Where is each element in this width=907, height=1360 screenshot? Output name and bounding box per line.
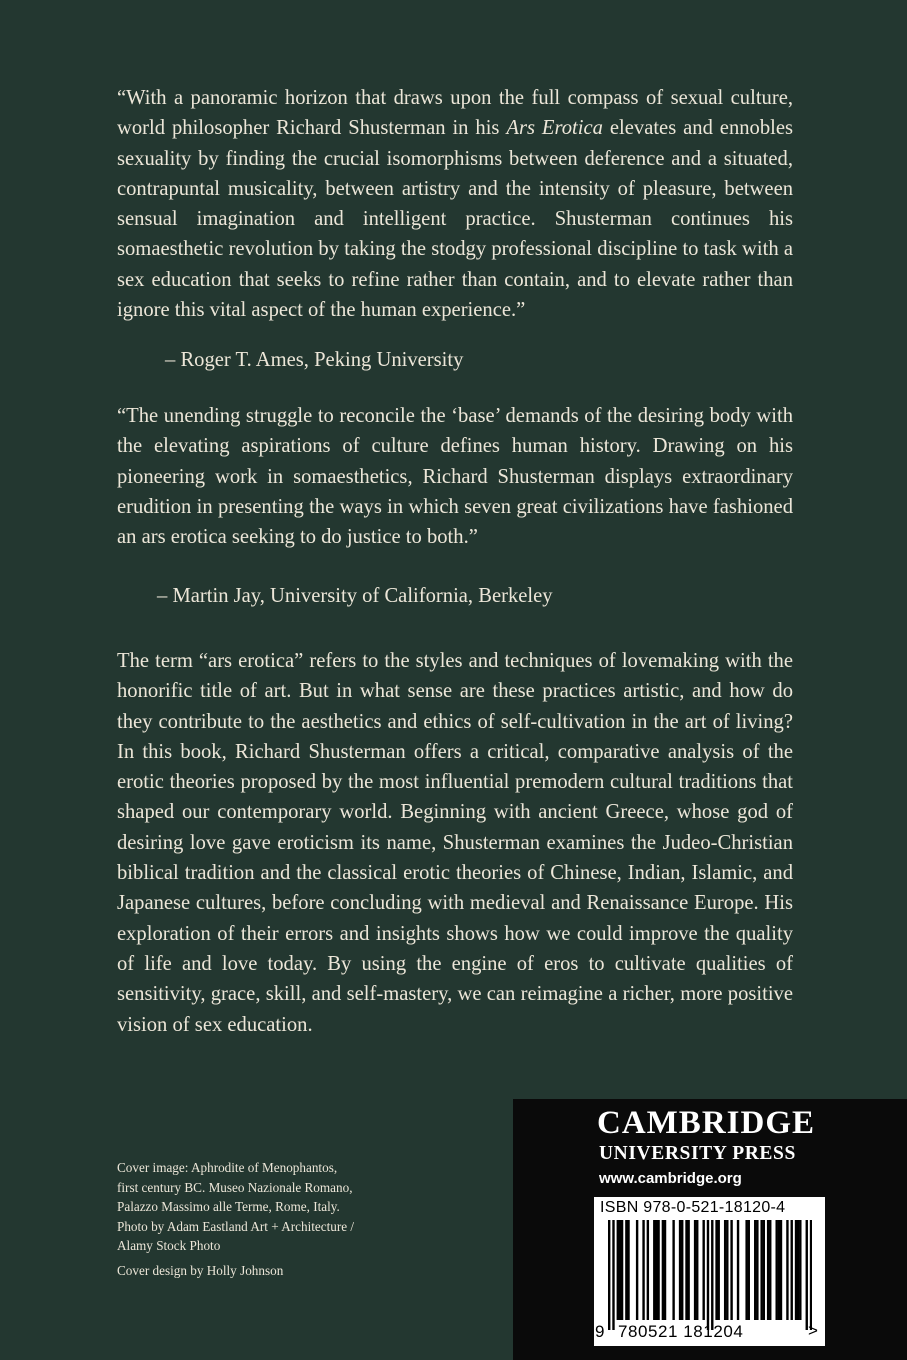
barcode-bar xyxy=(664,1220,666,1320)
barcode-bar xyxy=(612,1220,614,1330)
barcode-bars xyxy=(608,1220,812,1338)
endorsement-quote-jay: “The unending struggle to reconcile the ‘base’ demands of the desiring body with the elevating aspirations of culture defines human history. Drawing on his pioneering work in somaesthetics, Richard Shusterman displays extraordinary erudition in presenting the ways in which seven great civilizations have fashioned an ars erotica seeking to do justice to both.” xyxy=(117,405,793,549)
barcode-bar xyxy=(662,1220,664,1320)
barcode-bar xyxy=(756,1220,758,1320)
quote-text-after-title: elevates and ennobles sexuality by finding the crucial isomorphisms between deference and a situated, contrapuntal musicality, between artistry and the intensity of pleasure, between sensual imagination and intelligent practice. Shusterman continues his somaesthetic revolution by taking the stodgy professional discipline to task with a sex education that seeks to refine rather than contain, and to elevate rather than ignore this vital aspect of the human experience.” xyxy=(117,117,794,322)
barcode-bar xyxy=(760,1220,762,1320)
credit-line: Palazzo Massimo alle Terme, Rome, Italy. xyxy=(117,1199,340,1214)
barcode-bar xyxy=(775,1220,777,1320)
barcode-bar xyxy=(797,1220,799,1320)
barcode-bar xyxy=(763,1220,765,1320)
barcode-bar xyxy=(707,1220,709,1330)
barcode-bar xyxy=(642,1220,644,1320)
barcode-bar xyxy=(696,1220,698,1320)
quote-text-before-title: “With a panoramic horizon that draws upon the full compass of sexual culture, world philosopher Richard Shusterman in his xyxy=(117,87,793,140)
barcode-bar xyxy=(791,1220,793,1320)
book-title: Ars Erotica xyxy=(506,117,603,140)
barcode-bar xyxy=(769,1220,771,1320)
barcode-bar xyxy=(625,1220,627,1320)
barcode-bar xyxy=(726,1220,728,1320)
barcode-bar xyxy=(711,1220,713,1330)
barcode-bar xyxy=(681,1220,683,1320)
barcode-bar xyxy=(694,1220,696,1320)
barcode-bar xyxy=(657,1220,659,1320)
barcode-bar xyxy=(786,1220,788,1320)
barcode-bar xyxy=(655,1220,657,1320)
barcode-bar xyxy=(780,1220,782,1320)
publisher-logo-press: UNIVERSITY PRESS xyxy=(599,1143,796,1164)
barcode-bar xyxy=(685,1220,687,1320)
endorsement-quote-ames xyxy=(117,83,793,325)
barcode-bar xyxy=(702,1220,704,1320)
credit-line: Cover image: Aphrodite of Menophantos, xyxy=(117,1160,338,1175)
barcode-bar xyxy=(608,1220,610,1330)
publisher-logo-name: CAMBRIDGE xyxy=(597,1105,816,1141)
credit-line: Alamy Stock Photo xyxy=(117,1238,221,1253)
publisher-box xyxy=(513,1099,907,1360)
barcode-bar xyxy=(627,1220,629,1320)
barcode-panel xyxy=(594,1197,825,1346)
barcode-bar xyxy=(672,1220,674,1320)
endorsement-attribution-ames: – Roger T. Ames, Peking University xyxy=(165,349,464,371)
barcode-bar xyxy=(679,1220,681,1320)
barcode-bar xyxy=(621,1220,623,1320)
cover-design-credit: Cover design by Holly Johnson xyxy=(117,1263,284,1278)
cover-image-credits xyxy=(117,1158,437,1256)
isbn-label: ISBN 978-0-521-18120-4 xyxy=(600,1199,786,1216)
barcode-bar xyxy=(767,1220,769,1320)
barcode-bar xyxy=(687,1220,689,1320)
barcode-bar xyxy=(745,1220,747,1320)
barcode-quiet-zone-marker: > xyxy=(808,1321,818,1340)
barcode-first-digit: 9 xyxy=(595,1322,605,1341)
barcode-bar xyxy=(737,1220,739,1320)
barcode-bar xyxy=(806,1220,808,1330)
barcode-bar xyxy=(647,1220,649,1320)
barcode-bar xyxy=(730,1220,732,1320)
barcode-bar xyxy=(810,1220,812,1330)
barcode-bar xyxy=(799,1220,801,1320)
book-description: The term “ars erotica” refers to the styles and techniques of lovemaking with the honorific title of art. But in what sense are these practices artistic, and how do they contribute to the aesthetics and ethics of self-cultivation in the art of living? In this book, Richard Shusterman offers a critical, comparative analysis of the erotic theories proposed by the most influential premodern cultural traditions that shaped our contemporary world. Beginning with ancient Greece, whose god of desiring love gave eroticism its name, Shusterman examines the Judeo-Christian biblical tradition and the classical erotic theories of Chinese, Indian, Islamic, and Japanese cultures, before concluding with medieval and Renaissance Europe. His exploration of their errors and insights shows how we could improve the quality of life and love today. By using the engine of eros to cultivate qualities of sensitivity, grace, skill, and self-mastery, we can reimagine a richer, more positive vision of sex education. xyxy=(117,650,793,1036)
barcode-bar xyxy=(724,1220,726,1320)
endorsement-attribution-jay: – Martin Jay, University of California, Berkeley xyxy=(157,585,553,607)
credit-line: Photo by Adam Eastland Art + Architecture / xyxy=(117,1218,355,1234)
barcode-bar xyxy=(617,1220,619,1320)
barcode-bar xyxy=(715,1220,717,1320)
barcode-bar xyxy=(636,1220,638,1320)
barcode-bar xyxy=(754,1220,756,1320)
barcode-digits: 780521 181204 xyxy=(618,1322,744,1341)
barcode-bar xyxy=(619,1220,621,1320)
barcode-bar xyxy=(795,1220,797,1320)
publisher-url: www.cambridge.org xyxy=(599,1170,742,1187)
barcode-bar xyxy=(718,1220,720,1320)
credit-line: first century BC. Museo Nazionale Romano, xyxy=(117,1179,353,1195)
barcode-bar xyxy=(653,1220,655,1320)
barcode-bar xyxy=(778,1220,780,1320)
barcode-bar xyxy=(748,1220,750,1320)
